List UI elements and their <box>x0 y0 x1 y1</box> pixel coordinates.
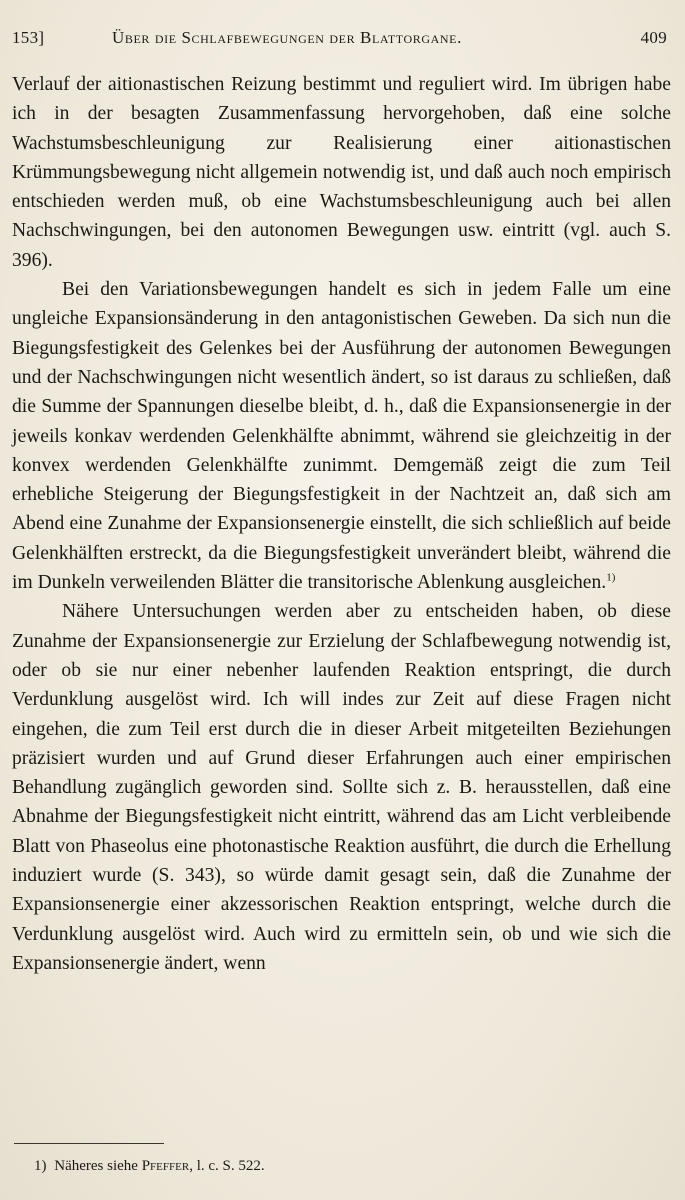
paragraph-3: Nähere Untersuchungen werden aber zu entscheiden haben, ob diese Zunahme der Expansionsenergie zur Erzielung der Schlafbewegung notwendig ist, oder ob sie nur einer nebenher laufenden Reaktion entspringt, die durch Verdunklung ausgelöst wird. Ich will indes zur Zeit auf diese Fragen nicht eingehen, die zum Teil erst durch die in dieser Arbeit mitgeteilten Beziehungen präzisiert wurden und auf Grund dieser Erfahrungen auch einer empirischen Behandlung zugänglich geworden sind. Sollte sich z. B. herausstellen, daß eine Abnahme der Biegungsfestigkeit nicht eintritt, während das am Licht verbleibende Blatt von Phaseolus eine photonastische Reaktion ausführt, die durch die Erhellung induziert wurde (S. 343), so würde damit gesagt sein, daß die Zunahme der Expansionsenergie einer akzessorischen Reaktion entspringt, welche durch die Verdunklung ausgelöst wird. Auch wird zu ermitteln sein, ob und wie sich die Expansionsenergie ändert, wenn <box>12 601 671 974</box>
page-number: 409 <box>640 28 667 47</box>
footnote-marker: 1) <box>34 1158 47 1174</box>
footnote <box>34 1156 265 1176</box>
paragraph-2-text: Bei den Variationsbewegungen handelt es sich in jedem Falle um eine ungleiche Expansionsänderung in den antagonistischen Geweben. Da sich nun die Biegungsfestigkeit des Gelenkes bei der Ausführung der autonomen Bewegungen und der Nachschwingungen nicht wesentlich ändert, so ist daraus zu schließen, daß die Summe der Spannungen dieselbe bleibt, d. h., daß die Expansionsenergie in der jeweils konkav werdenden Gelenkhälfte abnimmt, während sie gleichzeitig in der konvex werdenden Gelenkhälfte zunimmt. Demgemäß zeigt die zum Teil erhebliche Steigerung der Biegungsfestigkeit in der Nachtzeit an, daß sich am Abend eine Zunahme der Expansionsenergie einstellt, die sich schließlich auf beide Gelenkhälften erstreckt, da die Biegungsfestigkeit unverändert bleibt, während die im Dunkeln verweilenden Blätter die transitorische Ablenkung ausgleichen. <box>12 279 671 594</box>
footnote-citation: l. c. S. 522. <box>196 1158 265 1174</box>
footnote-author: Pfeffer, <box>141 1158 193 1174</box>
body-text <box>12 70 671 978</box>
running-header <box>8 28 673 56</box>
running-title: Über die Schlafbewegungen der Blattorgane. <box>112 28 462 47</box>
section-number: 153] <box>12 28 45 47</box>
footnote-lead: Näheres siehe <box>54 1158 138 1174</box>
paragraph-2 <box>12 275 671 597</box>
paragraph-1: Verlauf der aitionastischen Reizung bestimmt und reguliert wird. Im übrigen habe ich in der besagten Zusammenfassung hervorgehoben, daß eine solche Wachstumsbeschleunigung zur Realisierung einer aitionastischen Krümmungsbewegung nicht allgemein notwendig ist, und daß auch noch empirisch entschieden werden muß, ob eine Wachstumsbeschleunigung auch bei allen Nachschwingungen, bei den autonomen Bewegungen usw. eintritt (vgl. auch S. 396). <box>12 74 671 271</box>
footnote-divider <box>14 1143 164 1144</box>
footnote-reference[interactable]: 1) <box>606 571 616 584</box>
